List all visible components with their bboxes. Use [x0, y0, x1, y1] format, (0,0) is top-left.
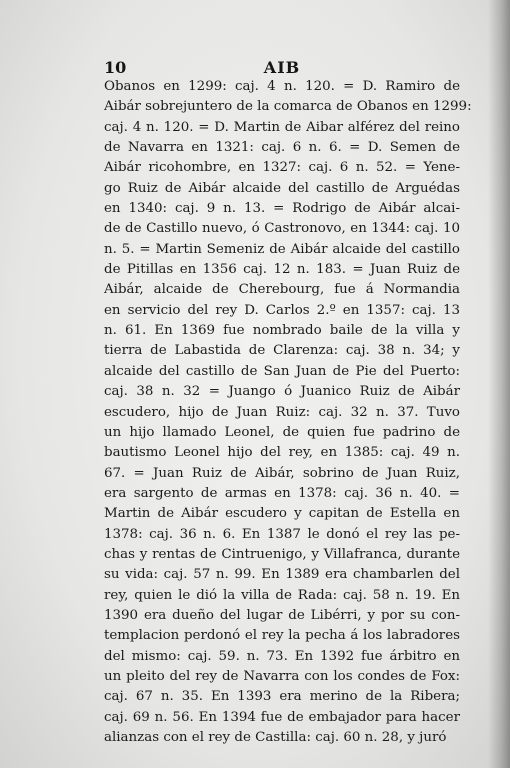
text-line: n. 61. En 1369 fue nombrado baile de la villa y [104, 323, 460, 339]
text-line: n. 5. = Martin Semeniz de Aibár alcaide del castillo [104, 241, 460, 257]
page-number: 10 [104, 58, 127, 77]
text-line: caj. 4 n. 120. = D. Martin de Aibar alférez del reino [104, 119, 460, 135]
text-line: Aibár sobrejuntero de la comarca de Obanos en 1299: [104, 99, 472, 115]
text-line: tierra de Labastida de Clarenza: caj. 38 n. 34; y [104, 343, 460, 359]
text-line: Obanos en 1299: caj. 4 n. 120. = D. Ramiro de [104, 79, 460, 94]
running-head: AIB [263, 58, 301, 77]
text-line: en servicio del rey D. Carlos 2.º en 1357: caj. 13 [104, 302, 460, 318]
text-line: un hijo llamado Leonel, de quien fue padrino de [104, 424, 460, 440]
text-line: de de Castillo nuevo, ó Castronovo, en 1344: caj. 10 [104, 221, 460, 237]
text-line: 67. = Juan Ruiz de Aibár, sobrino de Juan Ruiz, [104, 465, 460, 481]
text-line: Aibár, alcaide de Cherebourg, fue á Normandia [104, 282, 460, 298]
text-line: del mismo: caj. 59. n. 73. En 1392 fue árbitro en [104, 648, 460, 664]
gutter-shadow [488, 0, 510, 768]
text-line: Aibár ricohombre, en 1327: caj. 6 n. 52. = Yene- [104, 160, 460, 176]
text-line: Martin de Aibár escudero y capitan de Estella en [104, 506, 460, 522]
text-line: su vida: caj. 57 n. 99. En 1389 era chambarlen del [104, 567, 460, 583]
body-text [104, 77, 472, 748]
text-line: rey, quien le dió la villa de Rada: caj. 58 n. 19. En [104, 587, 460, 603]
text-line: 1390 era dueño del lugar de Libérri, y por su con- [104, 607, 460, 623]
text-line: chas y rentas de Cintruenigo, y Villafranca, durante [104, 546, 460, 562]
text-line: de Navarra en 1321: caj. 6 n. 6. = D. Semen de [104, 140, 460, 156]
text-line: un pleito del rey de Navarra con los condes de Fox: [104, 668, 460, 684]
text-line: caj. 69 n. 56. En 1394 fue de embajador para hacer [104, 709, 460, 725]
text-line: caj. 67 n. 35. En 1393 era merino de la Ribera; [104, 689, 460, 705]
text-line: 1378: caj. 36 n. 6. En 1387 le donó el rey las pe- [104, 526, 460, 542]
text-line: templacion perdonó el rey la pecha á los labradores [104, 628, 460, 644]
text-line: alianzas con el rey de Castilla: caj. 60 n. 28, y juró [104, 730, 447, 745]
text-line: go Ruiz de Aibár alcaide del castillo de Arguédas [104, 180, 460, 196]
text-line: escudero, hijo de Juan Ruiz: caj. 32 n. 37. Tuvo [104, 404, 460, 420]
text-line: bautismo Leonel hijo del rey, en 1385: caj. 49 n. [104, 445, 460, 461]
text-line: era sargento de armas en 1378: caj. 36 n. 40. = [104, 485, 460, 501]
text-line: caj. 38 n. 32 = Juango ó Juanico Ruiz de Aibár [104, 384, 460, 400]
text-line: de Pitillas en 1356 caj. 12 n. 183. = Juan Ruiz de [104, 262, 460, 278]
text-line: alcaide del castillo de San Juan de Pie del Puerto: [104, 363, 460, 379]
text-line: en 1340: caj. 9 n. 13. = Rodrigo de Aibár alcai- [104, 201, 460, 217]
